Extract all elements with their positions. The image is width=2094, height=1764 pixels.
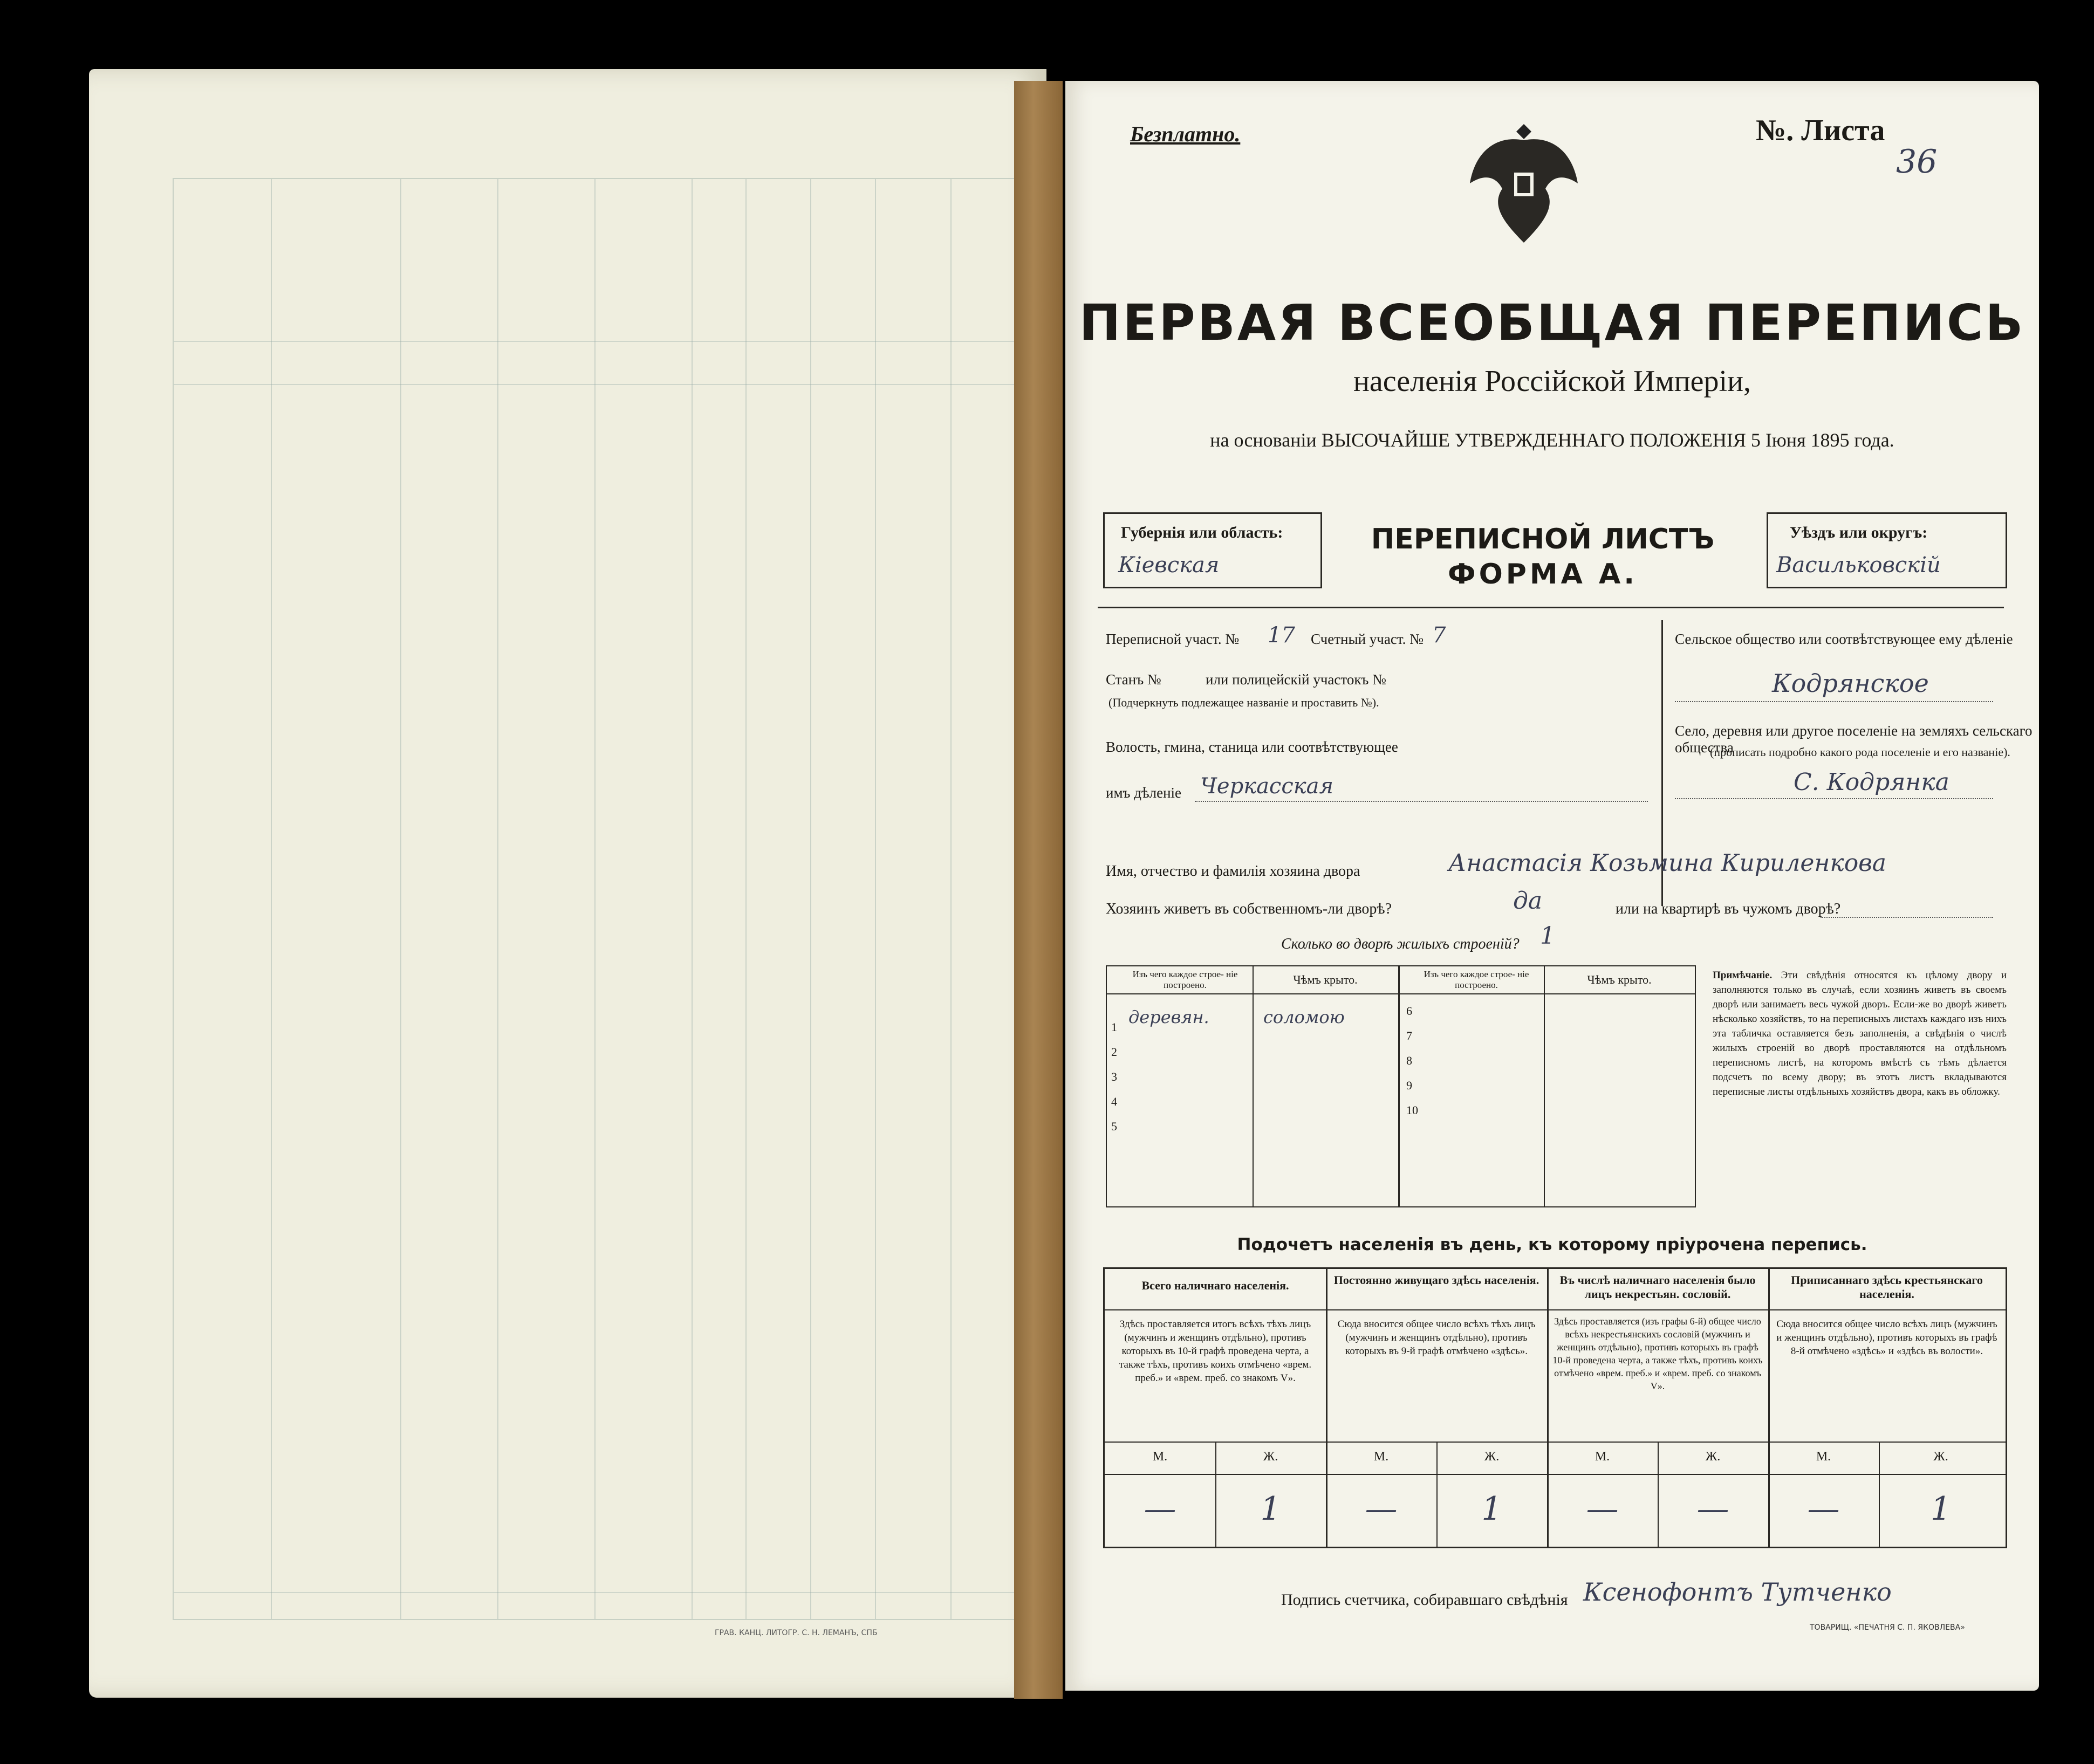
group2-female: 1	[1481, 1490, 1502, 1528]
guberniya-box	[1103, 512, 1322, 588]
buildings-value: 1	[1540, 922, 1555, 950]
group2-male: —	[1365, 1490, 1398, 1528]
signature-value: Ксенофонтъ Тутченко	[1583, 1577, 1892, 1607]
village-label: Село, деревня или другое поселеніе на земляхъ сельскаго общества	[1675, 723, 2033, 756]
owner-value: Анастасія Козьмина Кириленкова	[1448, 849, 1887, 877]
note-title: Примѣчаніе.	[1713, 970, 1773, 981]
guberniya-label: Губернія или область:	[1121, 524, 1283, 541]
form-name-line2: ФОРМА А.	[1448, 558, 1638, 591]
rented-label: или на квартирѣ въ чужомъ дворѣ?	[1616, 901, 1841, 917]
stan-note: (Подчеркнуть подлежащее названіе и проставить №).	[1108, 696, 1379, 709]
police-label: или полицейскій участокъ №	[1206, 671, 1386, 688]
row-numbers-left: 1 2 3 4 5	[1111, 1020, 1117, 1133]
sheet-number-value: 36	[1896, 143, 1938, 181]
group1-male: —	[1144, 1490, 1176, 1528]
form-name-line1: ПЕРЕПИСНОЙ ЛИСТЪ	[1371, 523, 1715, 555]
f-label-3: Ж.	[1705, 1450, 1721, 1464]
m-label-4: М.	[1816, 1450, 1831, 1464]
volost-label: Волость, гмина, станица или соотвѣтствующее	[1106, 739, 1398, 755]
uezd-box	[1767, 512, 2007, 588]
row-numbers-right: 6 7 8 9 10	[1406, 1004, 1418, 1117]
volost-label2: имъ дѣленіе	[1106, 785, 1182, 801]
group1-female: 1	[1260, 1490, 1281, 1528]
group1-head: Всего наличнаго населенія.	[1141, 1279, 1289, 1292]
table-col-material-left: Изъ чего каждое строе- ніе построено.	[1132, 969, 1238, 990]
left-page-faded-grid	[173, 178, 1027, 1620]
group3-desc: Здѣсь проставляется (изъ графы 6-й) общее число всѣхъ некрестьянскихъ сословій (мужчинъ и женщинъ отдѣльно), противъ которыхъ въ графѣ 10-й проведена черта, а также тѣхъ, противъ коихъ отмѣчено «врем. преб.» и «врем. преб. со знакомъ V».	[1552, 1316, 1763, 1391]
imperial-eagle-emblem	[1465, 113, 1583, 253]
signature-label: Подпись счетчика, собиравшаго свѣдѣнія	[1281, 1591, 1568, 1609]
stan-label: Станъ №	[1106, 671, 1161, 688]
m-label-1: М.	[1152, 1450, 1168, 1464]
group3-male: —	[1586, 1490, 1619, 1528]
society-label: Сельское общество или соотвѣтствующее ему дѣленіе	[1675, 631, 2013, 647]
group2-head: Постоянно живущаго здѣсь населенія.	[1333, 1273, 1539, 1287]
village-note: (прописать подробно какого рода поселеніе и его названіе).	[1710, 745, 2010, 759]
f-label-1: Ж.	[1263, 1450, 1278, 1464]
uezd-value: Васильковскій	[1776, 553, 1941, 578]
row1-material: деревян.	[1128, 1007, 1209, 1027]
table-col-roof-right: Чѣмъ крыто.	[1587, 973, 1652, 986]
m-label-2: М.	[1373, 1450, 1389, 1464]
sheet-number-label: №. Листа	[1756, 114, 1885, 147]
village-value: С. Кодрянка	[1794, 768, 1949, 796]
printer-imprint-right: ТОВАРИЩ. «ПЕЧАТНЯ С. П. ЯКОВЛЕВА»	[1810, 1623, 1965, 1632]
own-yard-value: да	[1513, 887, 1543, 915]
schetny-value: 7	[1432, 623, 1446, 648]
document-subtitle: населенія Россійской Имперіи,	[1353, 365, 1751, 398]
owner-label: Имя, отчество и фамилія хозяина двора	[1106, 863, 1360, 880]
free-label: Безплатно.	[1130, 122, 1241, 146]
group3-female: —	[1696, 1490, 1729, 1528]
f-label-2: Ж.	[1484, 1450, 1500, 1464]
group4-female: 1	[1930, 1490, 1952, 1528]
note	[1713, 968, 2007, 1099]
count-title: Подочетъ населенія въ день, къ которому пріурочена перепись.	[1237, 1235, 1867, 1254]
census-form-page	[715, 81, 2039, 1691]
group2-desc: Сюда вносится общее число всѣхъ тѣхъ лицъ (мужчинъ и женщинъ отдѣльно), противъ которыхъ въ 9-й графѣ отмѣчено «здѣсь».	[1337, 1319, 1536, 1357]
row1-roof: соломою	[1263, 1007, 1345, 1027]
legal-basis: на основаніи ВЫСОЧАЙШЕ УТВЕРЖДЕННАГО ПОЛОЖЕНІЯ 5 Іюня 1895 года.	[1210, 429, 1894, 451]
volost-value: Черкасская	[1200, 774, 1333, 799]
document-title: ПЕРВАЯ ВСЕОБЩАЯ ПЕРЕПИСЬ	[1079, 294, 2025, 352]
uchastok-label: Переписной участ. №	[1106, 631, 1240, 647]
group4-head: Приписаннаго здѣсь крестьянскаго населенія.	[1791, 1273, 1983, 1301]
group4-desc: Сюда вносится общее число всѣхъ лицъ (мужчинъ и женщинъ отдѣльно), противъ которыхъ въ графѣ 8-й отмѣчено «здѣсь» и «здѣсь въ волости».	[1776, 1319, 1997, 1357]
guberniya-value: Кіевская	[1118, 553, 1220, 578]
m-label-3: М.	[1595, 1450, 1610, 1464]
buildings-label: Сколько во дворѣ жилыхъ строеній?	[1281, 936, 1520, 952]
f-label-4: Ж.	[1933, 1450, 1948, 1464]
own-yard-label: Хозяинъ живетъ въ собственномъ-ли дворѣ?	[1106, 901, 1392, 917]
schetny-label: Счетный участ. №	[1311, 631, 1424, 647]
uezd-label: Уѣздъ или округъ:	[1790, 524, 1928, 541]
book-spine	[1014, 81, 1063, 1699]
group3-head: Въ числѣ наличнаго населенія было лицъ некрестьян. сословій.	[1559, 1273, 1756, 1301]
group4-male: —	[1807, 1490, 1840, 1528]
society-value: Кодрянское	[1772, 669, 1929, 698]
printer-imprint-left: ГРАВ. КАНЦ. ЛИТОГР. С. Н. ЛЕМАНЪ, СПБ	[715, 1629, 878, 1637]
buildings-table	[1106, 965, 1696, 1207]
note-text: Эти свѣдѣнія относятся къ цѣлому двору и заполняются только въ случаѣ, если хозяинъ живетъ въ своемъ дворѣ или занимаетъ весь чужой дворъ. Если-же во дворѣ живетъ нѣсколько хозяйствъ, то на переписныхъ листахъ каждаго изъ нихъ эта табличка оставляется безъ заполненія, а свѣдѣнія о числѣ жилыхъ строеній во дворѣ проставляются на отдѣльномъ переписномъ листѣ, на которомъ вмѣстѣ съ тѣмъ дѣлается подсчетъ по всему двору; въ этотъ листъ вкладываются переписные листы отдѣльныхъ хозяйствъ двора, какъ въ обложку.	[1713, 970, 2007, 1097]
table-col-material-right: Изъ чего каждое строе- ніе построено.	[1424, 969, 1529, 990]
group1-desc: Здѣсь проставляется итогъ всѣхъ тѣхъ лицъ (мужчинъ и женщинъ отдѣльно), противъ которыхъ въ 10-й графѣ проведена черта, а также тѣхъ, противъ коихъ отмѣчено «врем. преб.» и «врем. преб. со знакомъ V».	[1119, 1319, 1312, 1384]
table-col-roof-left: Чѣмъ крыто.	[1293, 973, 1358, 986]
population-count-table	[1103, 1267, 2007, 1548]
uchastok-value: 17	[1268, 623, 1295, 648]
